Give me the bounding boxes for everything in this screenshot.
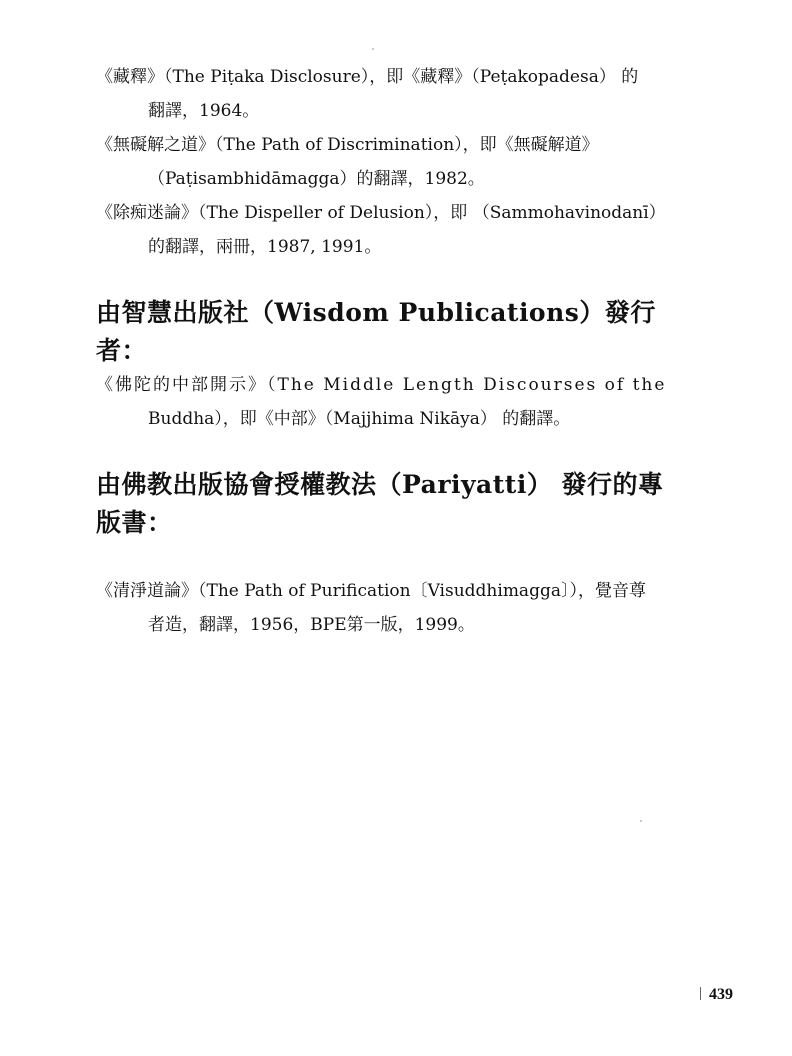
scan-speck: [640, 820, 642, 822]
entry-line-1: 《除痴迷論》（The Dispeller of Delusion），即 （Sammohavinodanī）: [96, 203, 666, 223]
entry-line-1: 《無礙解之道》（The Path of Discrimination），即《無礙解道》: [96, 135, 599, 155]
section-heading-pariyatti: [96, 466, 706, 542]
entry-line-2: Buddha），即《中部》（Majjhima Nikāya） 的翻譯。: [148, 409, 571, 429]
entry-line-2: （Paṭisambhidāmagga）的翻譯，1982。: [148, 169, 485, 189]
page-number-text: 439: [709, 986, 733, 1003]
page-number: [700, 986, 733, 1004]
reference-entry-middle-length-discourses: [96, 368, 706, 436]
entry-line-2: 者造，翻譯，1956，BPE第一版，1999。: [148, 615, 475, 635]
page-number-divider: [700, 987, 701, 1000]
reference-entry-path-of-purification: [96, 574, 706, 642]
heading-line-1: 由佛教出版協會授權教法（Pariyatti） 發行的專: [96, 470, 664, 499]
entry-line-1: 《藏釋》（The Piṭaka Disclosure），即《藏釋》（Peṭakopadesa） 的: [96, 67, 639, 87]
section-heading-wisdom-publications: 由智慧出版社（Wisdom Publications）發行者：: [96, 298, 656, 365]
scan-speck: [372, 48, 374, 50]
entry-line-2: 翻譯，1964。: [148, 101, 260, 121]
reference-entry-dispeller-of-delusion: [96, 196, 706, 264]
entry-line-2: 的翻譯，兩冊，1987, 1991。: [148, 237, 382, 257]
heading-line-2: 版書：: [96, 508, 173, 537]
reference-entry-path-of-discrimination: [96, 128, 706, 196]
entry-line-1: 《佛陀的中部開示》（The Middle Length Discourses of the: [96, 375, 667, 395]
reference-entry-pitaka-disclosure: [96, 60, 706, 128]
entry-line-1: 《清淨道論》（The Path of Purification〔Visuddhimagga〕），覺音尊: [96, 581, 646, 601]
